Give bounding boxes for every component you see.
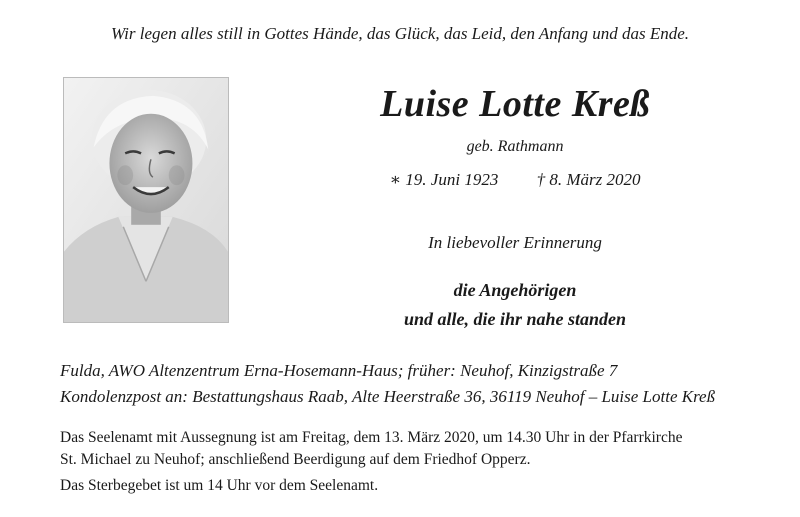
deceased-name: Luise Lotte Kreß xyxy=(380,83,650,125)
service-info xyxy=(60,427,790,497)
mourners-block xyxy=(300,276,730,334)
portrait-photo xyxy=(63,77,229,323)
service-line: Das Seelenamt mit Aussegnung ist am Freitag, dem 13. März 2020, um 14.30 Uhr in der Pfarrkirche xyxy=(60,429,683,446)
maiden-name: geb. Rathmann xyxy=(466,138,564,155)
residence-line: Fulda, AWO Altenzentrum Erna-Hosemann-Haus; früher: Neuhof, Kinzigstraße 7 xyxy=(60,361,618,380)
portrait-image xyxy=(64,78,228,322)
memory-line: In liebevoller Erinnerung xyxy=(428,233,602,252)
motto-verse: Wir legen alles still in Gottes Hände, das Glück, das Leid, den Anfang und das Ende. xyxy=(110,24,690,43)
death-date: † 8. März 2020 xyxy=(536,170,641,189)
prayer-line: Das Sterbegebet ist um 14 Uhr vor dem Seelenamt. xyxy=(60,477,379,494)
birth-date: ∗ 19. Juni 1923 xyxy=(389,170,499,189)
life-dates xyxy=(300,170,730,190)
address-block xyxy=(60,358,780,410)
condolence-address-line: Kondolenzpost an: Bestattungshaus Raab, Alte Heerstraße 36, 36119 Neuhof – Luise Lotte Kreß xyxy=(60,387,716,406)
service-line: St. Michael zu Neuhof; anschließend Beerdigung auf dem Friedhof Opperz. xyxy=(60,451,531,468)
mourners-line: die Angehörigen xyxy=(453,280,577,300)
mourners-line: und alle, die ihr nahe standen xyxy=(403,309,627,329)
